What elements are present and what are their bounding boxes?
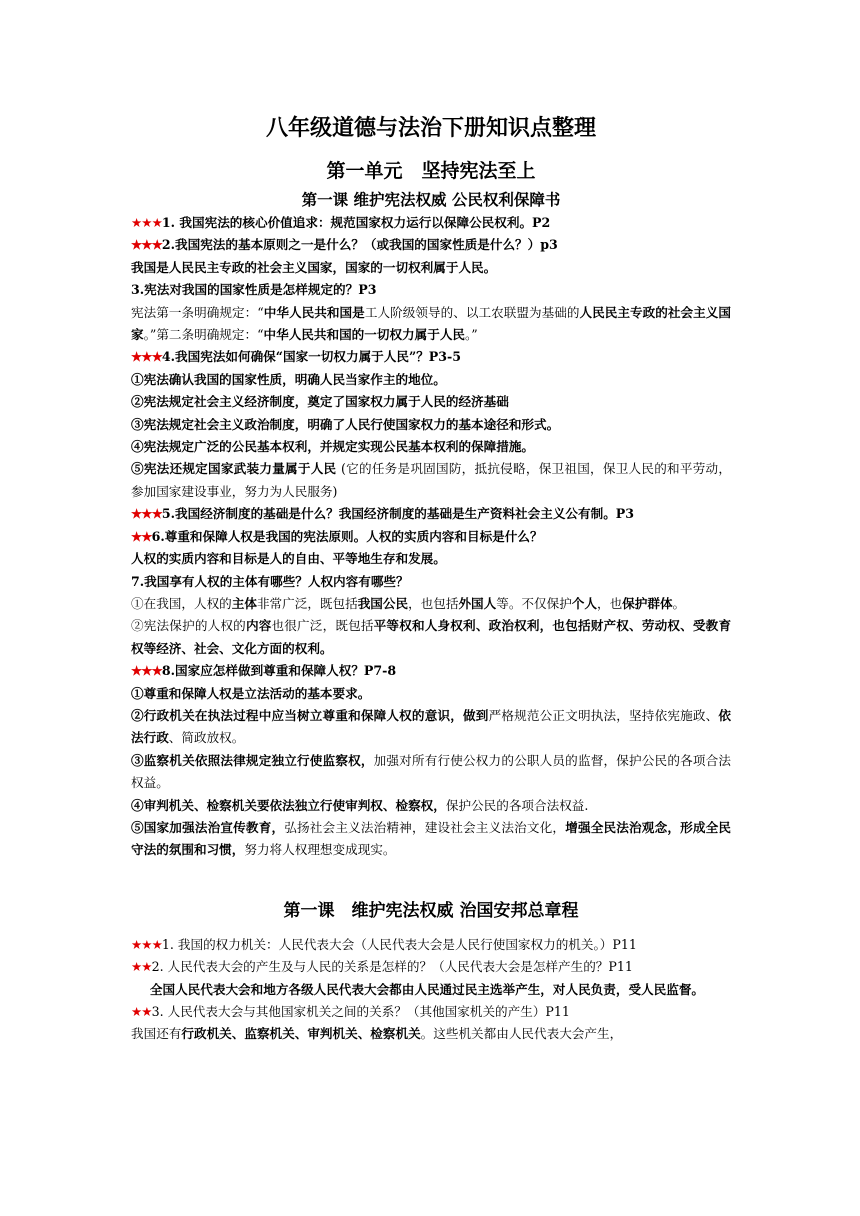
star-rating: ★★★ bbox=[131, 349, 162, 365]
star-rating: ★★ bbox=[131, 959, 152, 975]
answer-4-item-2: ②宪法规定社会主义经济制度，奠定了国家权力属于人民的经济基础 bbox=[131, 394, 509, 410]
answer-8-item-4: ④审判机关、检察机关要依法独立行使审判权、检察权，保护公民的各项合法权益. bbox=[131, 797, 589, 813]
answer-3: 宪法第一条明确规定：“中华人民共和国是工人阶级领导的、以工农联盟为基础的人民民主专政的社会主义国家。”第二条明确规定：“中华人民共和国的一切权力属于人民。” bbox=[131, 304, 732, 343]
star-rating: ★★★ bbox=[131, 663, 162, 679]
answer-4-item-1: ①宪法确认我国的国家性质，明确人民当家作主的地位。 bbox=[131, 371, 446, 387]
question-7: 7.我国享有人权的主体有哪些？人权内容有哪些？ bbox=[131, 573, 409, 589]
document-title: 八年级道德与法治下册知识点整理 bbox=[265, 116, 596, 141]
answer-7-item-2: ②宪法保护的人权的内容也很广泛，既包括平等权和人身权利、政治权利，也包括财产权、劳动权、受教育权等经济、社会、文化方面的权利。 bbox=[131, 618, 732, 656]
answer-4-item-5: ⑤宪法还规定国家武装力量属于人民 (它的任务是巩固国防，抵抗侵略，保卫祖国，保卫人民的和平劳动，参加国家建设事业，努力为人民服务) bbox=[131, 461, 731, 499]
question-5: ★★★5.我国经济制度的基础是什么？我国经济制度的基础是生产资料社会主义公有制。P3 bbox=[131, 506, 635, 522]
answer-8-item-3: ③监察机关依照法律规定独立行使监察权，加强对所有行使公权力的公职人员的监督，保护公民的各项合法权益。 bbox=[131, 752, 732, 791]
star-rating: ★★★ bbox=[131, 215, 162, 230]
question-3: 3.宪法对我国的国家性质是怎样规定的？P3 bbox=[131, 282, 377, 298]
answer-4-item-3: ③宪法规定社会主义政治制度，明确了人民行使国家权力的基本途径和形式。 bbox=[131, 416, 560, 432]
star-rating: ★★ bbox=[131, 1004, 152, 1019]
document-body bbox=[131, 112, 731, 1046]
answer-8-item-1: ①尊重和保障人权是立法活动的基本要求。 bbox=[131, 685, 371, 701]
lesson2-answer-3: 我国还有行政机关、监察机关、审判机关、检察机关。这些机关都由人民代表大会产生， bbox=[131, 1026, 623, 1042]
question-6: ★★6.尊重和保障人权是我国的宪法原则。人权的实质内容和目标是什么？ bbox=[131, 528, 543, 544]
lesson-heading-1: 第一课 维护宪法权威 公民权利保障书 bbox=[301, 191, 561, 209]
lesson2-question-2: ★★2. 人民代表大会的产生及与人民的关系是怎样的？（人民代表大会是怎样产生的？P11 bbox=[131, 959, 633, 975]
star-rating: ★★★ bbox=[131, 936, 162, 952]
answer-4-item-4: ④宪法规定广泛的公民基本权利，并规定实现公民基本权利的保障措施。 bbox=[131, 439, 534, 455]
answer-7-item-1: ①在我国，人权的主体非常广泛，既包括我国公民，也包括外国人等。不仅保护个人，也保护群体。 bbox=[131, 595, 686, 611]
lesson2-question-1: ★★★1. 我国的权力机关：人民代表大会（人民代表大会是人民行使国家权力的机关。）P11 bbox=[131, 936, 637, 952]
lesson-heading-2: 第一课 维护宪法权威 治国安邦总章程 bbox=[283, 900, 579, 921]
star-rating: ★★ bbox=[131, 528, 152, 544]
star-rating: ★★★ bbox=[131, 506, 162, 522]
lesson2-answer-2: 全国人民代表大会和地方各级人民代表大会都由人民通过民主选举产生，对人民负责，受人民监督。 bbox=[149, 981, 705, 997]
question-4: ★★★4.我国宪法如何确保“国家一切权力属于人民”？P3-5 bbox=[131, 349, 462, 365]
answer-8-item-2: ②行政机关在执法过程中应当树立尊重和保障人权的意识，做到严格规范公正文明执法，坚持依宪施政、依法行政、简政放权。 bbox=[131, 707, 732, 746]
star-rating: ★★★ bbox=[131, 237, 162, 253]
question-2: ★★★2.我国宪法的基本原则之一是什么？（或我国的国家性质是什么？）p3 bbox=[131, 237, 558, 253]
answer-6: 人权的实质内容和目标是人的自由、平等地生存和发展。 bbox=[131, 551, 446, 567]
question-1: ★★★1. 我国宪法的核心价值追求：规范国家权力运行以保障公民权利。P2 bbox=[131, 215, 551, 230]
lesson2-question-3: ★★3. 人民代表大会与其他国家机关之间的关系？（其他国家机关的产生）P11 bbox=[131, 1004, 570, 1019]
unit-heading: 第一单元 坚持宪法至上 bbox=[326, 160, 536, 182]
answer-2: 我国是人民民主专政的社会主义国家，国家的一切权利属于人民。 bbox=[131, 259, 497, 275]
question-8: ★★★8.国家应怎样做到尊重和保障人权？P7-8 bbox=[131, 663, 397, 679]
answer-8-item-5: ⑤国家加强法治宣传教育，弘扬社会主义法治精神，建设社会主义法治文化，增强全民法治观念，形成全民守法的氛围和习惯，努力将人权理想变成现实。 bbox=[131, 819, 732, 858]
